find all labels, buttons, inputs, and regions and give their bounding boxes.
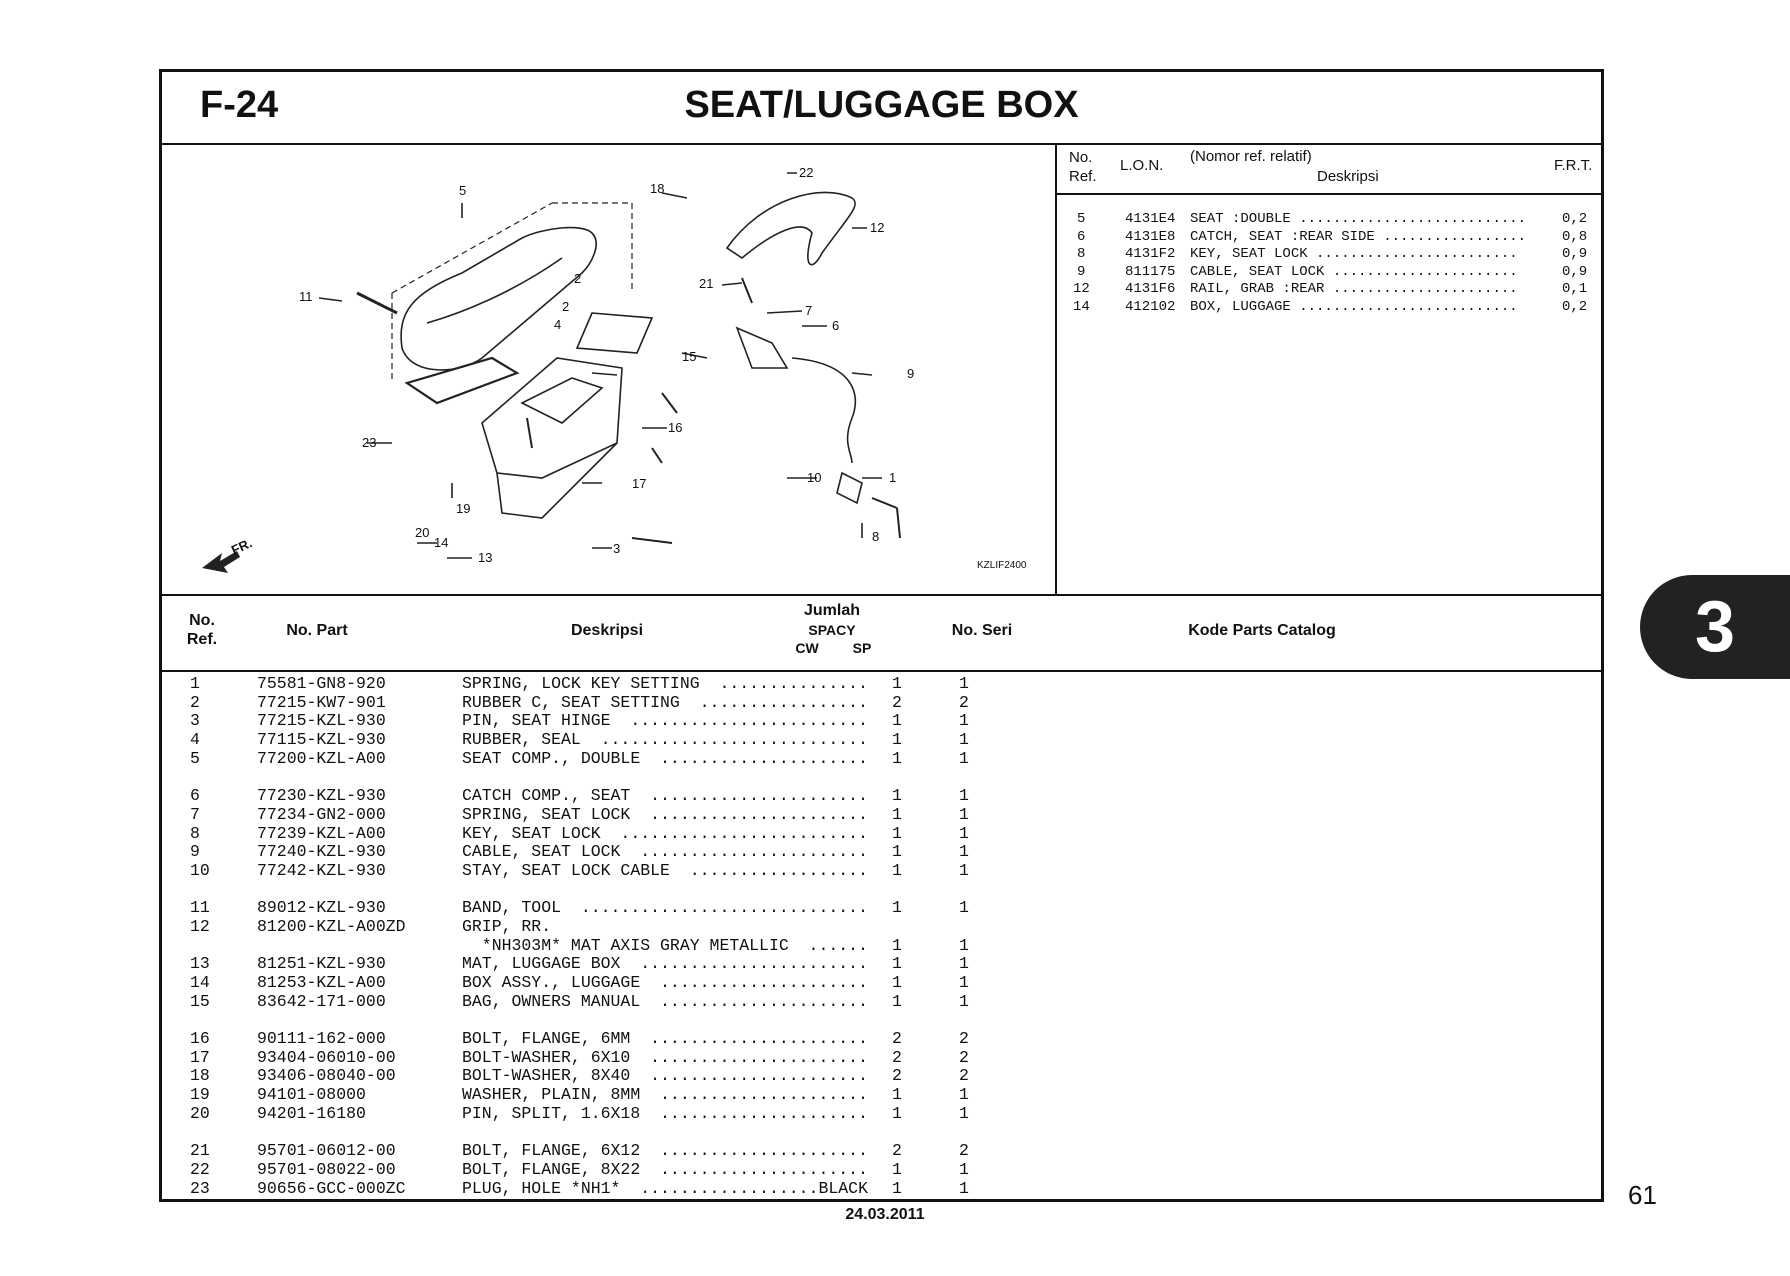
callout-3: 3 [613, 541, 621, 556]
qty-cw-cell: 1 [892, 935, 902, 955]
parts-row [162, 824, 1601, 843]
parts-row [162, 1048, 1601, 1067]
page-header [162, 72, 1601, 145]
frt-header-lon: L.O.N. [1120, 157, 1164, 174]
ref-cell: 14 [190, 973, 210, 992]
ref-cell: 10 [190, 860, 210, 880]
qty-sp-cell: 1 [959, 711, 969, 731]
qty-cw-cell: 2 [892, 1047, 902, 1067]
frt-table [1057, 143, 1601, 594]
frt-row: 6 4131E8 CATCH, SEAT :REAR SIDE ................. 0,8 [1077, 228, 1588, 245]
part-number-cell: 95701-06012-00 [257, 1141, 396, 1161]
qty-cw-cell: 1 [892, 674, 902, 693]
frt-table-header [1057, 143, 1601, 195]
callout-23: 23 [362, 435, 377, 450]
description-cell: RUBBER C, SEAT SETTING ................. [462, 692, 868, 712]
parts-row [162, 898, 1601, 917]
qty-cw-cell: 2 [892, 1141, 902, 1161]
description-cell: CATCH COMP., SEAT ...................... [462, 786, 868, 806]
parts-row [162, 992, 1601, 1011]
qty-sp-cell: 1 [959, 860, 969, 880]
rubber-seal [407, 358, 517, 403]
parts-row [162, 973, 1601, 992]
parts-row [162, 1179, 1601, 1198]
frt-row: 5 4131E4 SEAT :DOUBLE ........................... 0,2 [1077, 211, 1588, 227]
callout-22: 22 [799, 165, 814, 180]
section-code: F-24 [200, 84, 279, 126]
frt-row: 12 4131F6 RAIL, GRAB :REAR ...................... 0,1 [1073, 281, 1588, 297]
description-cell: BOLT-WASHER, 8X40 ...................... [462, 1066, 868, 1086]
exploded-diagram [162, 143, 1057, 594]
qty-sp-cell: 1 [959, 1159, 969, 1179]
qty-cw-cell: 2 [892, 1029, 902, 1049]
qty-cw-cell: 1 [892, 786, 902, 806]
qty-sp-cell: 1 [959, 823, 969, 843]
parts-row [162, 1029, 1601, 1048]
qty-cw-cell: 1 [892, 1103, 902, 1123]
part-number-cell: 77115-KZL-930 [257, 730, 386, 750]
col-header-sp: SP [852, 640, 872, 656]
part-number-cell: 77215-KW7-901 [257, 692, 386, 712]
callout-11: 11 [299, 289, 313, 304]
ref-cell: 4 [190, 730, 200, 750]
part-number-cell: 94101-08000 [257, 1085, 366, 1105]
qty-cw-cell: 1 [892, 898, 902, 918]
qty-cw-cell: 1 [892, 954, 902, 974]
description-cell: MAT, LUGGAGE BOX ....................... [462, 954, 868, 974]
ref-cell: 15 [190, 991, 210, 1011]
ref-cell: 12 [190, 916, 210, 936]
part-number-cell: 94201-16180 [257, 1103, 366, 1123]
front-mark: FR. [228, 535, 255, 558]
description-cell: BAND, TOOL ............................. [462, 898, 868, 918]
qty-cw-cell: 1 [892, 1085, 902, 1105]
part-number-cell: 77230-KZL-930 [257, 786, 386, 806]
qty-sp-cell: 1 [959, 954, 969, 974]
part-number-cell: 89012-KZL-930 [257, 898, 386, 918]
diagram-svg [162, 143, 1055, 594]
description-cell: BOLT-WASHER, 6X10 ...................... [462, 1047, 868, 1067]
callout-16: 16 [668, 420, 683, 435]
part-number-cell: 77234-GN2-000 [257, 804, 386, 824]
frt-rows [1057, 211, 1601, 316]
qty-sp-cell: 1 [959, 804, 969, 824]
frt-row: 14 412102 BOX, LUGGAGE .......................... 0,2 [1073, 298, 1588, 315]
parts-row [162, 730, 1601, 749]
description-cell: BOLT, FLANGE, 6X12 ..................... [462, 1141, 868, 1161]
parts-row-spacer [162, 936, 1601, 955]
description-cell: PIN, SEAT HINGE ........................ [462, 711, 868, 731]
part-number-cell: 77239-KZL-A00 [257, 823, 386, 843]
part-number-cell: 77242-KZL-930 [257, 860, 386, 880]
parts-row [162, 1085, 1601, 1104]
part-number-cell: 81200-KZL-A00ZD [257, 916, 406, 936]
ref-cell: 20 [190, 1103, 210, 1123]
callout-14: 14 [434, 535, 449, 550]
ref-cell: 1 [190, 674, 200, 693]
part-number-cell: 77200-KZL-A00 [257, 748, 386, 768]
parts-table-body [162, 674, 1601, 1197]
description-cell: CABLE, SEAT LOCK ....................... [462, 842, 868, 862]
qty-cw-cell: 1 [892, 1159, 902, 1179]
part-number-cell: 75581-GN8-920 [257, 674, 386, 693]
qty-sp-cell: 1 [959, 1103, 969, 1123]
part-number-cell: 95701-08022-00 [257, 1159, 396, 1179]
part-number-cell: 90111-162-000 [257, 1029, 386, 1049]
frt-row: 8 4131F2 KEY, SEAT LOCK ........................ 0,9 [1077, 246, 1588, 262]
qty-cw-cell: 1 [892, 860, 902, 880]
qty-sp-cell: 2 [959, 1047, 969, 1067]
part-number-cell: 93406-08040-00 [257, 1066, 396, 1086]
qty-sp-cell: 2 [959, 692, 969, 712]
part-number-cell: 90656-GCC-000ZC [257, 1178, 406, 1198]
col-header-jumlah: Jumlah [803, 602, 860, 619]
description-cell: KEY, SEAT LOCK ......................... [462, 823, 868, 843]
callout-13: 13 [478, 550, 493, 565]
qty-sp-cell: 1 [959, 786, 969, 806]
qty-sp-cell: 1 [959, 674, 969, 693]
col-header-cw: CW [795, 640, 819, 656]
description-cell: PLUG, HOLE *NH1* ..................BLACK [462, 1178, 868, 1198]
ref-cell: 16 [190, 1029, 210, 1049]
callout-9: 9 [907, 366, 915, 381]
callout-17: 17 [632, 476, 647, 491]
qty-sp-cell: 1 [959, 898, 969, 918]
col-header-no: No. [189, 612, 215, 629]
ref-cell: 17 [190, 1047, 210, 1067]
frt-header-frt: F.R.T. [1554, 157, 1593, 174]
col-header-kode: Kode Parts Catalog [1188, 622, 1336, 639]
ref-cell: 9 [190, 842, 200, 862]
ref-cell: 18 [190, 1066, 210, 1086]
callout-10: 10 [807, 470, 822, 485]
page-frame [159, 69, 1604, 1202]
callout-12: 12 [870, 220, 885, 235]
parts-row [162, 711, 1601, 730]
callout-20: 20 [415, 525, 430, 540]
part-number-cell: 81253-KZL-A00 [257, 973, 386, 992]
seat-lock-cable [792, 358, 855, 463]
part-number-cell: 83642-171-000 [257, 991, 386, 1011]
page-title: SEAT/LUGGAGE BOX [684, 84, 1079, 126]
ref-cell: 5 [190, 748, 200, 768]
ref-cell: 11 [190, 898, 210, 918]
ref-cell: 19 [190, 1085, 210, 1105]
qty-sp-cell: 1 [959, 1178, 969, 1198]
frt-header-deskripsi: Deskripsi [1317, 168, 1379, 185]
description-cell: BOX ASSY., LUGGAGE ..................... [462, 973, 868, 992]
qty-cw-cell: 1 [892, 973, 902, 992]
seat-frame [392, 203, 632, 383]
callout-2a: 2 [574, 271, 582, 286]
parts-row [162, 954, 1601, 973]
callout-21: 21 [699, 276, 714, 291]
description-cell: BAG, OWNERS MANUAL ..................... [462, 991, 868, 1011]
ref-cell: 21 [190, 1141, 210, 1161]
qty-sp-cell: 1 [959, 842, 969, 862]
frt-header-nomor: (Nomor ref. relatif) [1190, 148, 1312, 165]
owners-manual-bag [577, 313, 652, 353]
part-number-cell: 93404-06010-00 [257, 1047, 396, 1067]
parts-row-spacer [162, 880, 1601, 899]
tool-band [357, 293, 397, 313]
ref-cell: 23 [190, 1178, 210, 1198]
qty-cw-cell: 1 [892, 1178, 902, 1198]
qty-sp-cell: 2 [959, 1141, 969, 1161]
callout-8: 8 [872, 529, 880, 544]
parts-row [162, 1141, 1601, 1160]
qty-cw-cell: 1 [892, 991, 902, 1011]
qty-cw-cell: 1 [892, 823, 902, 843]
ref-cell: 7 [190, 804, 200, 824]
description-cell: SPRING, SEAT LOCK ...................... [462, 804, 868, 824]
ref-cell: 6 [190, 786, 200, 806]
qty-cw-cell: 1 [892, 711, 902, 731]
description-cell: WASHER, PLAIN, 8MM ..................... [462, 1085, 868, 1105]
callout-15: 15 [682, 349, 697, 364]
parts-table-header [162, 596, 1601, 672]
description-cell: SEAT COMP., DOUBLE ..................... [462, 748, 868, 768]
diagram-ref-code: KZLIF2400 [977, 560, 1027, 571]
parts-row [162, 1160, 1601, 1179]
parts-row [162, 1104, 1601, 1123]
col-header-desc: Deskripsi [570, 622, 644, 639]
page-number: 61 [1628, 1180, 1657, 1210]
qty-sp-cell: 1 [959, 1085, 969, 1105]
ref-cell: 2 [190, 692, 200, 712]
callout-1: 1 [889, 470, 897, 485]
ref-cell: 13 [190, 954, 210, 974]
qty-cw-cell: 2 [892, 1066, 902, 1086]
qty-sp-cell: 2 [959, 1066, 969, 1086]
seat-stitch [427, 258, 562, 323]
callout-4: 4 [554, 317, 562, 332]
qty-sp-cell: 1 [959, 935, 969, 955]
parts-row [162, 674, 1601, 693]
parts-row [162, 693, 1601, 712]
qty-cw-cell: 1 [892, 842, 902, 862]
parts-row-spacer [162, 1010, 1601, 1029]
frt-header-ref: Ref. [1069, 168, 1097, 185]
description-cell: *NH303M* MAT AXIS GRAY METALLIC ...... [462, 935, 868, 955]
callout-2b: 2 [562, 299, 570, 314]
seat-catch [737, 328, 787, 368]
ref-cell: 22 [190, 1159, 210, 1179]
description-cell: BOLT, FLANGE, 8X22 ..................... [462, 1159, 868, 1179]
frt-header-no: No. [1069, 149, 1093, 166]
qty-cw-cell: 1 [892, 748, 902, 768]
seat-lock [837, 473, 862, 503]
callout-5: 5 [459, 183, 467, 198]
description-cell: GRIP, RR. [462, 916, 552, 936]
qty-sp-cell: 1 [959, 991, 969, 1011]
description-cell: BOLT, FLANGE, 6MM ...................... [462, 1029, 868, 1049]
qty-cw-cell: 1 [892, 804, 902, 824]
parts-row [162, 842, 1601, 861]
col-header-ref: Ref. [186, 631, 218, 648]
ref-cell: 8 [190, 823, 200, 843]
part-number-cell: 77240-KZL-930 [257, 842, 386, 862]
callout-19: 19 [456, 501, 471, 516]
col-header-seri: No. Seri [951, 622, 1013, 639]
callout-6: 6 [832, 318, 840, 333]
callout-18: 18 [650, 181, 665, 196]
col-header-spacy: SPACY [808, 622, 856, 638]
parts-row [162, 786, 1601, 805]
parts-row [162, 1066, 1601, 1085]
qty-sp-cell: 1 [959, 973, 969, 992]
qty-sp-cell: 1 [959, 730, 969, 750]
parts-row [162, 749, 1601, 768]
frt-row: 9 811175 CABLE, SEAT LOCK ...................... 0,9 [1077, 263, 1588, 280]
callout-7: 7 [805, 303, 813, 318]
description-cell: PIN, SPLIT, 1.6X18 ..................... [462, 1103, 868, 1123]
part-number-cell: 81251-KZL-930 [257, 954, 386, 974]
qty-cw-cell: 1 [892, 730, 902, 750]
parts-row [162, 805, 1601, 824]
section-tab: 3 [1640, 575, 1790, 679]
description-cell: SPRING, LOCK KEY SETTING ............... [462, 674, 868, 693]
qty-cw-cell: 2 [892, 692, 902, 712]
parts-row [162, 861, 1601, 880]
parts-row-spacer [162, 767, 1601, 786]
issue-date: 24.03.2011 [845, 1206, 925, 1223]
ref-cell: 3 [190, 711, 200, 731]
part-number-cell: 77215-KZL-930 [257, 711, 386, 731]
description-cell: STAY, SEAT LOCK CABLE .................. [462, 860, 868, 880]
col-header-part: No. Part [286, 622, 348, 639]
description-cell: RUBBER, SEAL ........................... [462, 730, 868, 750]
parts-row [162, 917, 1601, 936]
qty-sp-cell: 2 [959, 1029, 969, 1049]
parts-row-spacer [162, 1123, 1601, 1142]
qty-sp-cell: 1 [959, 748, 969, 768]
grab-rail [727, 192, 855, 264]
